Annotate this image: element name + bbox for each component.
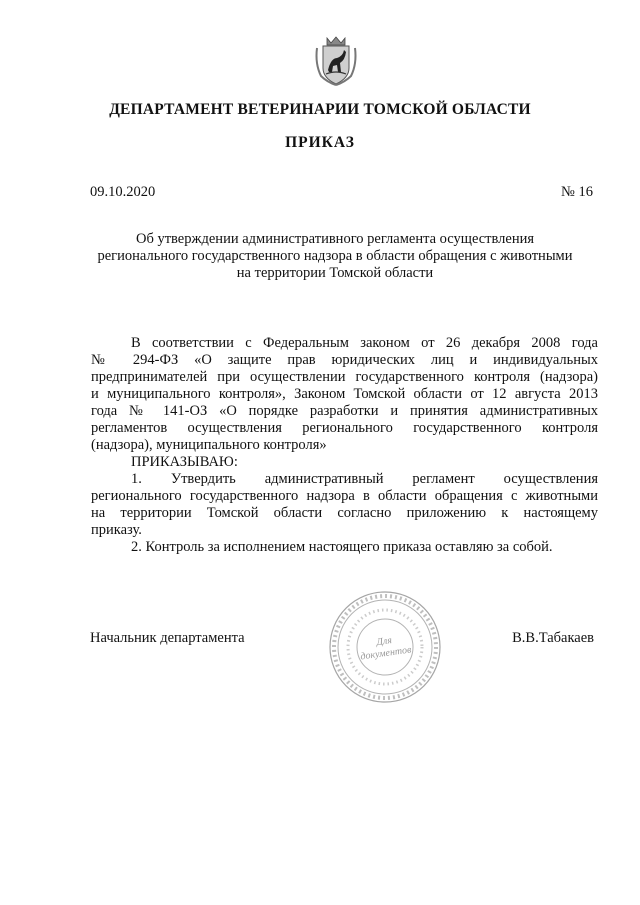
order-number: № 16 xyxy=(561,184,593,200)
order-date: 09.10.2020 xyxy=(90,184,156,200)
body-line: В соответствии с Федеральным законом от 26 декабря 2008 года xyxy=(131,335,598,351)
body-line: регионального государственного надзора в области обращения с животными xyxy=(91,488,598,504)
order-directive: ПРИКАЗЫВАЮ: xyxy=(131,454,238,470)
svg-text:документов: документов xyxy=(359,644,413,663)
subject-line: регионального государственного надзора в области обращения с животными xyxy=(97,248,573,264)
signature-name: В.В.Табакаев xyxy=(512,630,594,646)
signature-title: Начальник департамента xyxy=(90,630,245,646)
official-stamp xyxy=(326,588,444,706)
body-line: года № 141-ОЗ «О порядке разработки и принятия административных xyxy=(91,403,598,419)
body-line: (надзора), муниципального контроля» xyxy=(91,437,327,453)
document-type: ПРИКАЗ xyxy=(285,134,355,151)
svg-text:Для: Для xyxy=(375,635,393,649)
body-line: предпринимателей при осуществлении государственного контроля (надзора) xyxy=(91,369,598,385)
subject-line: Об утверждении административного регламента осуществления xyxy=(135,231,535,247)
body-line: 2. Контроль за исполнением настоящего приказа оставляю за собой. xyxy=(131,539,553,555)
order-body xyxy=(91,335,598,556)
department-title: ДЕПАРТАМЕНТ ВЕТЕРИНАРИИ ТОМСКОЙ ОБЛАСТИ xyxy=(109,101,531,118)
body-line: № 294-ФЗ «О защите прав юридических лиц и индивидуальных xyxy=(91,352,598,368)
order-subject xyxy=(80,231,590,282)
body-line: приказу. xyxy=(91,522,142,538)
tomsk-coat-of-arms-icon xyxy=(313,34,359,86)
body-line: и муниципального контроля», Законом Томской области от 12 августа 2013 xyxy=(91,386,598,402)
body-line: регламентов осуществления регионального государственного контроля xyxy=(91,420,598,436)
body-line: 1. Утвердить административный регламент осуществления xyxy=(131,471,598,487)
subject-line: на территории Томской области xyxy=(236,265,434,281)
body-line: на территории Томской области согласно приложению к настоящему xyxy=(91,505,598,521)
